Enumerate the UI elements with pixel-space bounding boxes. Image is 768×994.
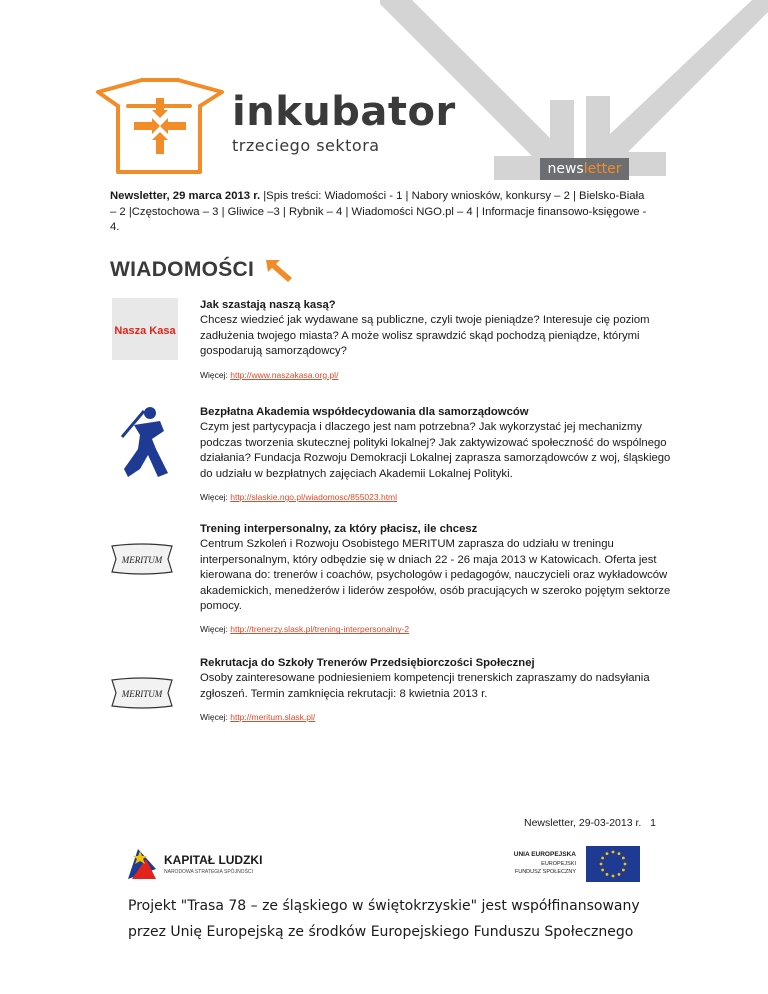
article-body	[200, 405, 674, 505]
article-body	[200, 298, 674, 383]
project-funding-line-2: przez Unię Europejską ze środków Europejskiego Funduszu Społecznego	[128, 924, 634, 940]
article-text: Centrum Szkoleń i Rozwoju Osobistego MERITUM zaprasza do udziału w treningu interpersonalnym, który odbędzie się w dniach 22 - 26 maja 2013 w Katowicach. Oferta jest kierowana do: trenerów i coachów, psychologów i pedagogów, nauczycieli oraz wykładowców akademickich, menedżerów i liderów zespołów, osób pracujących w szeroko pojętym sektorze pomocy.	[200, 538, 671, 613]
article-item	[112, 298, 672, 388]
meritum-scroll-graphic	[106, 540, 178, 578]
article-item	[112, 405, 672, 505]
newsletter-intro	[110, 189, 650, 236]
meritum-logo	[106, 674, 178, 712]
figure-walking-icon	[120, 405, 174, 479]
eu-sub2: FUNDUSZ SPOŁECZNY	[514, 869, 576, 875]
badge-part-news: news	[547, 161, 584, 177]
newsletter-badge	[540, 158, 629, 180]
kl-subtitle: NARODOWA STRATEGIA SPÓJNOŚCI	[164, 869, 253, 875]
brand-subtitle: trzeciego sektora	[232, 136, 380, 155]
article-more	[200, 368, 674, 383]
article-item	[112, 522, 672, 642]
meritum-logo-text: MERITUM	[121, 555, 163, 565]
akademia-logo	[120, 405, 174, 479]
meritum-logo-text: MERITUM	[121, 689, 163, 699]
table-of-contents: |Spis treści: Wiadomości - 1 | Nabory wniosków, konkursy – 2 | Bielsko-Biała – 2 |Częstochowa – 3 | Gliwice –3 | Rybnik – 4 | Wiadomości NGO.pl – 4 | Informacje finansowo-księgowe - 4.	[110, 190, 647, 233]
article-link[interactable]: http://slaskie.ngo.pl/wiadomosc/855023.html	[230, 492, 398, 503]
article-body	[200, 656, 674, 726]
article-text: Czym jest partycypacja i dlaczego jest nam potrzebna? Jak wykorzystać jej mechanizmy podczas tworzenia skutecznej polityki lokalnej? Jak zaktywizować społeczność do wspólnego działania? Fundacja Rozwoju Demokracji Lokalnej zaprasza samorządowców z woj, śląskiego do udziału w bezpłatnych zajęciach Akademii Lokalnej Polityki.	[200, 421, 671, 480]
more-label: Więcej:	[200, 624, 231, 635]
article-more	[200, 490, 674, 505]
page-footer-note: Newsletter, 29-03-2013 r. 1	[524, 817, 656, 829]
article-more	[200, 710, 674, 725]
more-label: Więcej:	[200, 712, 231, 723]
meritum-logo	[106, 540, 178, 578]
more-label: Więcej:	[200, 492, 231, 503]
section-title: WIADOMOŚCI	[110, 258, 255, 281]
article-title: Trening interpersonalny, za który płacisz, ile chcesz	[200, 523, 478, 535]
inkubator-box-logo	[94, 62, 226, 180]
article-link[interactable]: http://www.naszakasa.org.pl/	[230, 369, 339, 380]
brand-name: inkubator	[232, 89, 456, 135]
project-funding-line-1: Projekt "Trasa 78 – ze śląskiego w świętokrzyskie" jest współfinansowany	[128, 898, 640, 914]
more-label: Więcej:	[200, 369, 231, 380]
kl-title: KAPITAŁ LUDZKI	[164, 853, 263, 867]
svg-text:Nasza Kasa: Nasza Kasa	[114, 325, 176, 337]
article-more	[200, 622, 674, 637]
kapital-ludzki-logo	[126, 845, 266, 881]
nasza-kasa-logo-graphic	[112, 298, 178, 360]
badge-part-letter: letter	[583, 161, 622, 177]
newsletter-date: Newsletter, 29 marca 2013 r.	[110, 190, 261, 202]
brand	[232, 90, 456, 155]
article-title: Jak szastają naszą kasą?	[200, 299, 336, 311]
arrow-up-left-icon	[262, 258, 294, 282]
article-text: Osoby zainteresowane podniesieniem kompetencji trenerskich zapraszamy do nadsyłania zgłoszeń. Termin zamknięcia rekrutacji: 8 kwietnia 2013 r.	[200, 672, 650, 700]
article-item	[112, 656, 672, 736]
article-link[interactable]: http://meritum.slask.pl/	[230, 712, 316, 723]
meritum-scroll-graphic	[106, 674, 178, 712]
eu-title: UNIA EUROPEJSKA	[513, 851, 576, 858]
article-title: Bezpłatna Akademia współdecydowania dla samorządowców	[200, 406, 529, 418]
eu-logo	[502, 846, 642, 882]
eu-sub1: EUROPEJSKI	[541, 861, 576, 867]
article-title: Rekrutacja do Szkoły Trenerów Przedsiębiorczości Społecznej	[200, 657, 535, 669]
nasza-kasa-logo	[112, 298, 178, 360]
article-body	[200, 522, 674, 638]
article-link[interactable]: http://trenerzy.slask.pl/trening-interpersonalny-2	[230, 624, 410, 635]
article-text: Chcesz wiedzieć jak wydawane są publiczne, czyli twoje pieniądze? Interesuje cię poziom zadłużenia twojego miasta? A może wolisz sprawdzić skąd pochodzą pieniądze, którymi gospodarują samorządowcy?	[200, 314, 650, 358]
